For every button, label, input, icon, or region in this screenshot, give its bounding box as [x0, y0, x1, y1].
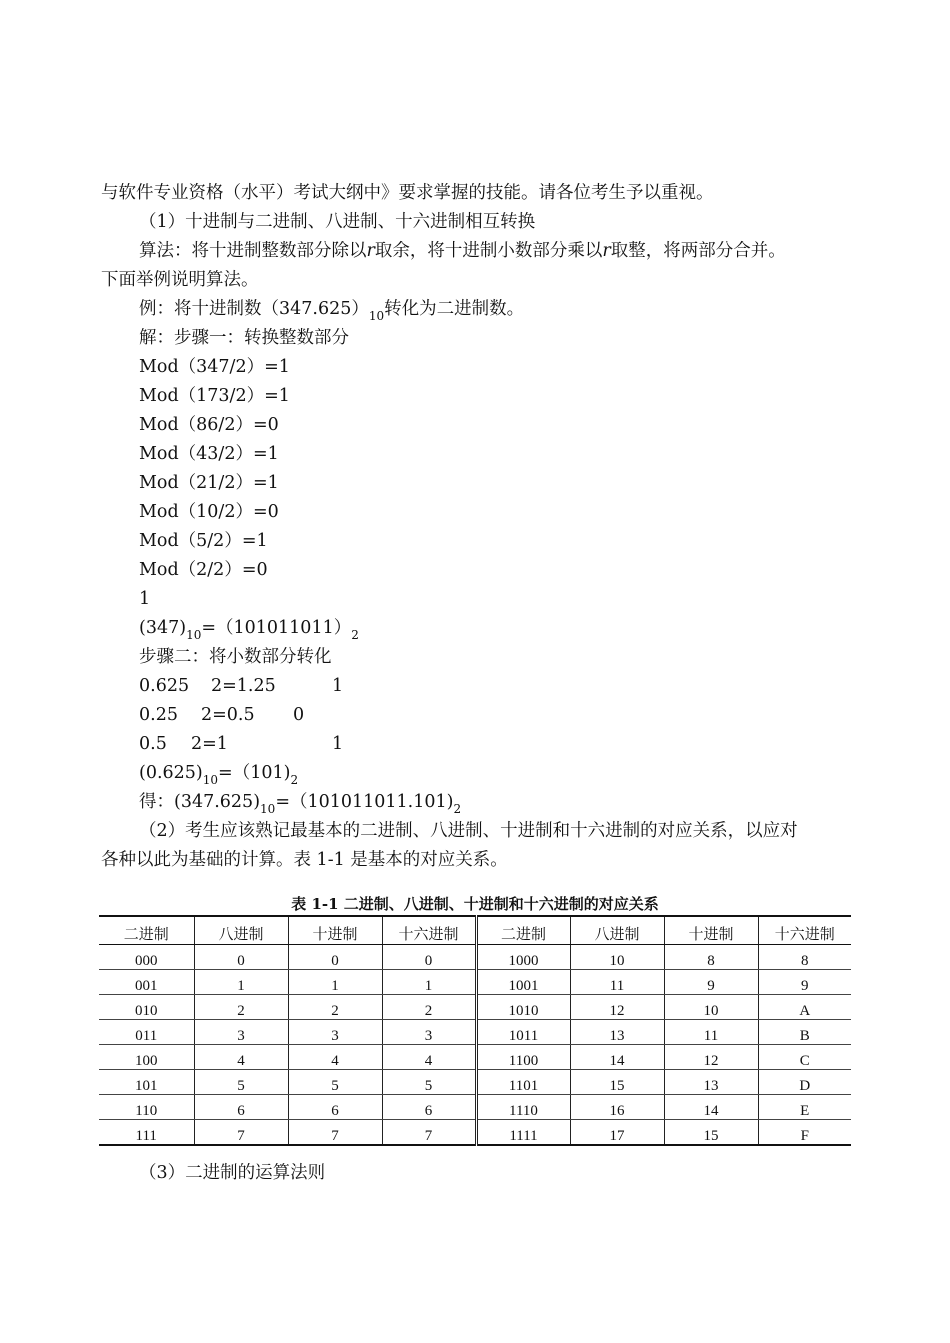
table-cell: 1100	[476, 1045, 570, 1070]
fraction-value: 0.5	[139, 734, 167, 754]
table-cell: 5	[288, 1070, 382, 1095]
table-cell: 2	[382, 995, 476, 1020]
table-cell: 1	[382, 970, 476, 995]
conversion-table	[99, 915, 851, 1146]
result-text: 得：(347.625)	[139, 792, 261, 812]
fraction-line	[139, 675, 343, 697]
table-cell: 0	[194, 945, 288, 970]
table-cell: 1111	[476, 1120, 570, 1146]
fraction-product: 2=0.5	[201, 705, 255, 725]
col-header: 十六进制	[382, 916, 476, 945]
fraction-product: 2=1.25	[211, 676, 276, 696]
table-cell: 15	[570, 1070, 664, 1095]
table-header-row	[99, 916, 851, 945]
table-cell: 13	[664, 1070, 758, 1095]
table-cell: 1110	[476, 1095, 570, 1120]
table-cell: 7	[288, 1120, 382, 1146]
subscript: 10	[260, 802, 276, 816]
algorithm-var-r: r	[602, 241, 611, 261]
table-cell: 8	[664, 945, 758, 970]
table-cell: 111	[99, 1120, 194, 1146]
table-cell: 13	[570, 1020, 664, 1045]
table-cell: D	[758, 1070, 851, 1095]
solution-step2: 步骤二：将小数部分转化	[139, 647, 332, 667]
table-cell: 7	[382, 1120, 476, 1146]
fraction-line	[139, 704, 304, 726]
table-cell: A	[758, 995, 851, 1020]
table-cell: 5	[194, 1070, 288, 1095]
subscript: 2	[290, 773, 299, 787]
table-row	[99, 945, 851, 970]
table-cell: 14	[664, 1095, 758, 1120]
table-cell: 3	[382, 1020, 476, 1045]
mod-line: Mod（21/2）=1	[139, 473, 279, 493]
table-cell: 1	[194, 970, 288, 995]
example-text-b: 转化为二进制数。	[384, 299, 525, 319]
fraction-value: 0.625	[139, 676, 190, 696]
col-header: 二进制	[99, 916, 194, 945]
table-cell: 7	[194, 1120, 288, 1146]
paragraph-line: 与软件专业资格（水平）考试大纲中》要求掌握的技能。请各位考生予以重视。	[101, 183, 714, 203]
table-cell: 101	[99, 1070, 194, 1095]
table-cell: 5	[382, 1070, 476, 1095]
table-row	[99, 1120, 851, 1146]
col-header: 十进制	[664, 916, 758, 945]
col-header: 八进制	[570, 916, 664, 945]
fraction-digit: 0	[293, 705, 305, 725]
table-cell: F	[758, 1120, 851, 1146]
algorithm-text-a: 算法：将十进制整数部分除以	[139, 241, 367, 261]
section-heading-1: （1）十进制与二进制、八进制、十六进制相互转换	[139, 212, 536, 232]
table-row	[99, 970, 851, 995]
example-text-a: 例：将十进制数（347.625）	[139, 299, 369, 319]
table-cell: 12	[570, 995, 664, 1020]
integer-result	[139, 617, 359, 640]
mod-line: Mod（86/2）=0	[139, 415, 279, 435]
final-result	[139, 791, 461, 814]
table-cell: 11	[570, 970, 664, 995]
table-cell: 1001	[476, 970, 570, 995]
fraction-digit: 1	[332, 734, 344, 754]
table-cell: C	[758, 1045, 851, 1070]
remainder-one: 1	[139, 589, 151, 609]
table-cell: 15	[664, 1120, 758, 1146]
mod-line: Mod（10/2）=0	[139, 502, 279, 522]
subscript: 2	[351, 628, 359, 642]
col-header: 十进制	[288, 916, 382, 945]
algorithm-line	[139, 240, 786, 262]
col-header: 二进制	[476, 916, 570, 945]
table-cell: 4	[194, 1045, 288, 1070]
table-cell: 1011	[476, 1020, 570, 1045]
table-cell: 100	[99, 1045, 194, 1070]
col-header: 八进制	[194, 916, 288, 945]
table-cell: 6	[288, 1095, 382, 1120]
fraction-result	[139, 762, 298, 785]
table-cell: 10	[664, 995, 758, 1020]
table-cell: 3	[194, 1020, 288, 1045]
table-caption: 表 1-1 二进制、八进制、十进制和十六进制的对应关系	[291, 895, 659, 913]
table-cell: 9	[758, 970, 851, 995]
table-cell: 0	[382, 945, 476, 970]
result-text: =（101011011）	[201, 618, 352, 638]
table-cell: 2	[194, 995, 288, 1020]
table-cell: 4	[288, 1045, 382, 1070]
table-cell: 1101	[476, 1070, 570, 1095]
subscript: 2	[453, 802, 462, 816]
mod-line: Mod（347/2）=1	[139, 357, 290, 377]
table-cell: 011	[99, 1020, 194, 1045]
table-cell: 0	[288, 945, 382, 970]
table-cell: 6	[382, 1095, 476, 1120]
table-row	[99, 1020, 851, 1045]
table-cell: E	[758, 1095, 851, 1120]
result-text: (0.625)	[139, 763, 203, 783]
table-cell: 9	[664, 970, 758, 995]
fraction-value: 0.25	[139, 705, 178, 725]
table-cell: 14	[570, 1045, 664, 1070]
section-heading-2: （2）考生应该熟记最基本的二进制、八进制、十进制和十六进制的对应关系，以应对	[139, 821, 798, 841]
table-cell: 10	[570, 945, 664, 970]
mod-line: Mod（2/2）=0	[139, 560, 268, 580]
subscript: 10	[202, 773, 219, 787]
table-cell: 17	[570, 1120, 664, 1146]
example-line	[139, 298, 524, 321]
table-cell: 4	[382, 1045, 476, 1070]
mod-line: Mod（43/2）=1	[139, 444, 279, 464]
fraction-product: 2=1	[191, 734, 228, 754]
table-row	[99, 1095, 851, 1120]
mod-line: Mod（5/2）=1	[139, 531, 268, 551]
result-text: =（101)	[218, 763, 291, 783]
table-row	[99, 1045, 851, 1070]
subscript: 10	[186, 628, 202, 642]
algorithm-line-2: 下面举例说明算法。	[101, 270, 259, 290]
table-cell: 8	[758, 945, 851, 970]
result-text: =（101011011.101)	[275, 792, 454, 812]
algorithm-text-c: 取整，将两部分合并。	[610, 241, 786, 261]
table-cell: 6	[194, 1095, 288, 1120]
table-row	[99, 1070, 851, 1095]
table-cell: 1010	[476, 995, 570, 1020]
table-cell: 1000	[476, 945, 570, 970]
table-cell: B	[758, 1020, 851, 1045]
subscript: 10	[368, 309, 385, 323]
solution-step1: 解：步骤一：转换整数部分	[139, 328, 349, 348]
table-cell: 010	[99, 995, 194, 1020]
table-cell: 001	[99, 970, 194, 995]
col-header: 十六进制	[758, 916, 851, 945]
table-cell: 1	[288, 970, 382, 995]
table-cell: 12	[664, 1045, 758, 1070]
fraction-line	[139, 733, 343, 755]
paragraph-line: 各种以此为基础的计算。表 1-1 是基本的对应关系。	[101, 850, 508, 870]
algorithm-text-b: 取余，将十进制小数部分乘以	[374, 241, 603, 261]
table-cell: 11	[664, 1020, 758, 1045]
table-row	[99, 995, 851, 1020]
table-cell: 000	[99, 945, 194, 970]
table-cell: 3	[288, 1020, 382, 1045]
fraction-digit: 1	[332, 676, 344, 696]
table-cell: 16	[570, 1095, 664, 1120]
result-text: (347)	[139, 618, 187, 638]
section-heading-3: （3）二进制的运算法则	[139, 1163, 326, 1183]
mod-line: Mod（173/2）=1	[139, 386, 290, 406]
algorithm-var-r: r	[366, 241, 375, 261]
table-cell: 110	[99, 1095, 194, 1120]
table-cell: 2	[288, 995, 382, 1020]
